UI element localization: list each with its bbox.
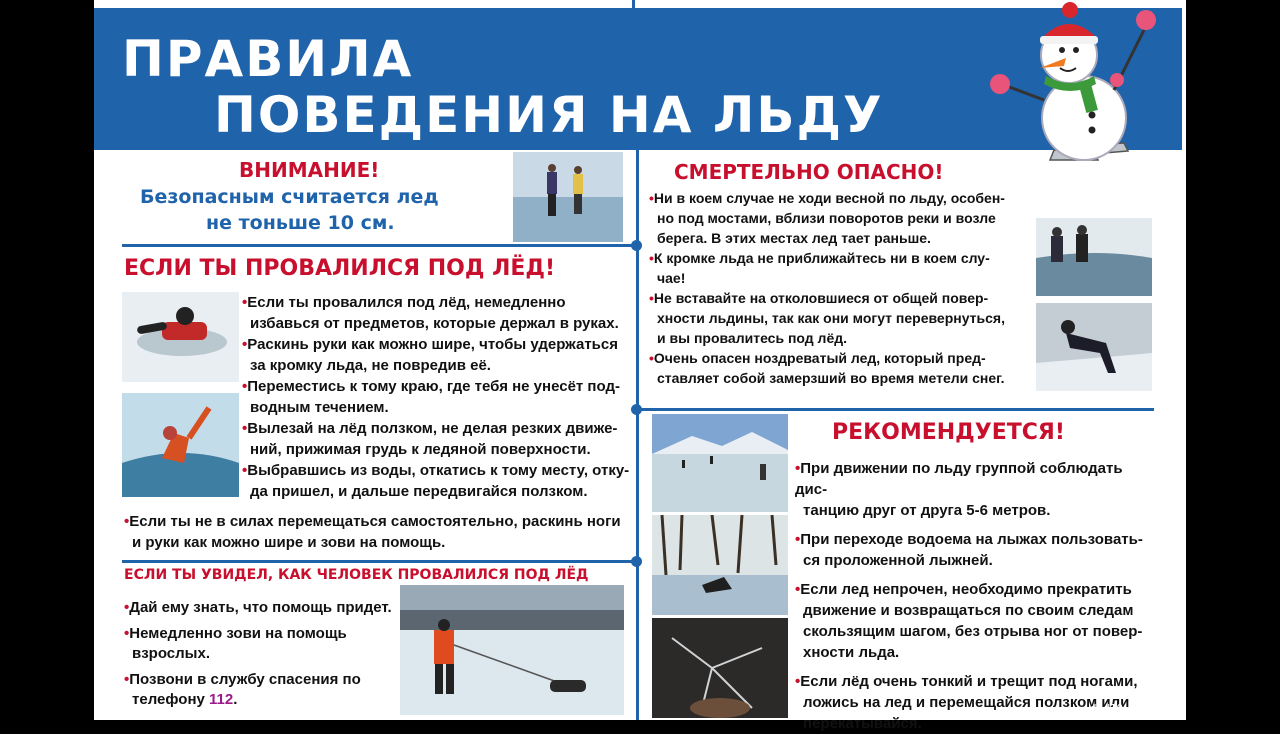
attention-line-1: Безопасным считается лед [140,186,439,208]
divider-dot [631,404,642,415]
divider [122,244,636,247]
fell-through-extra: •Если ты не в силах перемещаться самостоятельно, раскинь ноги и руки как можно шире и зови на помощь. [124,513,621,551]
photo-ice-fishing [652,515,788,615]
divider [122,560,636,563]
saw-person-list: •Дай ему знать, что помощь придет. •Немедленно зови на помощь взрослых. •Позвони в службу спасения по телефону 112. [124,599,392,708]
deadly-list: •Ни в коем случае не ходи весной по льду, особен- но под мостами, вблизи поворотов реки и возле берега. В этих местах лед тает раньше. •К кромке льда не приближайтесь ни в коем слу- чае! •Не вставайте на отколовшиеся от общей повер- хности льдины, так как они могут перевернуться, и вы провалитесь под лёд. •Очень опасен ноздреватый лед, который пред- ставляет собой замерзший во время метели снег. [649,190,1005,386]
fell-through-heading: ЕСЛИ ТЫ ПРОВАЛИЛСЯ ПОД ЛЁД! [124,256,556,281]
photo-child-in-hole [122,292,239,382]
attention-line-2: не тоньше 10 см. [206,212,395,234]
fell-through-item: •Если ты провалился под лёд, немедленно избавься от предметов, которые держал в руках. •Раскинь руки как можно шире, чтобы удержаться за кромку льда, не повредив её. •Переместись к тому краю, где тебя не унесёт под- водным течением. •Вылезай на лёд ползком, не делая резких движе- ний, прижимая грудь к ледяной поверхности. •Выбравшись из воды, откатись к тому месту, отку- да пришел, и дальше передвигайся ползком. [242,294,630,500]
photo-rescue [400,585,624,715]
recommended-list: •При движении по льду группой соблюдать дис- танцию друг от друга 5-6 метров. •При переходе водоема на лыжах пользовать- ся проложенной лыжней. •Если лед непрочен, необходимо прекратить движение и возвращаться по своим следам скользящим шагом, без отрыва ног от повер- хности льда. •Если лёд очень тонкий и трещит под ногами, ложись на лед и перемещайся ползком или перекатывайся. [795,460,1143,732]
divider [639,408,1154,411]
photo-person-in-water [122,393,239,497]
photo-people-on-ice [513,152,623,242]
poster [94,0,1186,732]
divider-dot [631,556,642,567]
photo-ice-edge [1036,218,1152,296]
attention-heading: ВНИМАНИЕ! [239,158,380,182]
saw-person-heading: ЕСЛИ ТЫ УВИДЕЛ, КАК ЧЕЛОВЕК ПРОВАЛИЛСЯ ПОД ЛЁД [124,567,589,583]
recommended-heading: РЕКОМЕНДУЕТСЯ! [832,420,1065,445]
title-line-2: ПОВЕДЕНИЯ НА ЛЬДУ [214,86,884,144]
photo-group-on-ice [652,414,788,512]
phone-number: 112 [209,691,234,708]
divider-dot [631,240,642,251]
watermark: dsd10.ucoz.net [1090,702,1183,715]
title-line-1: ПРАВИЛА [122,30,414,88]
photo-cracking-ice [652,618,788,718]
photo-crawling-on-ice [1036,303,1152,391]
vertical-divider [636,150,639,720]
deadly-heading: СМЕРТЕЛЬНО ОПАСНО! [674,160,944,184]
snowman-illustration [974,0,1164,175]
